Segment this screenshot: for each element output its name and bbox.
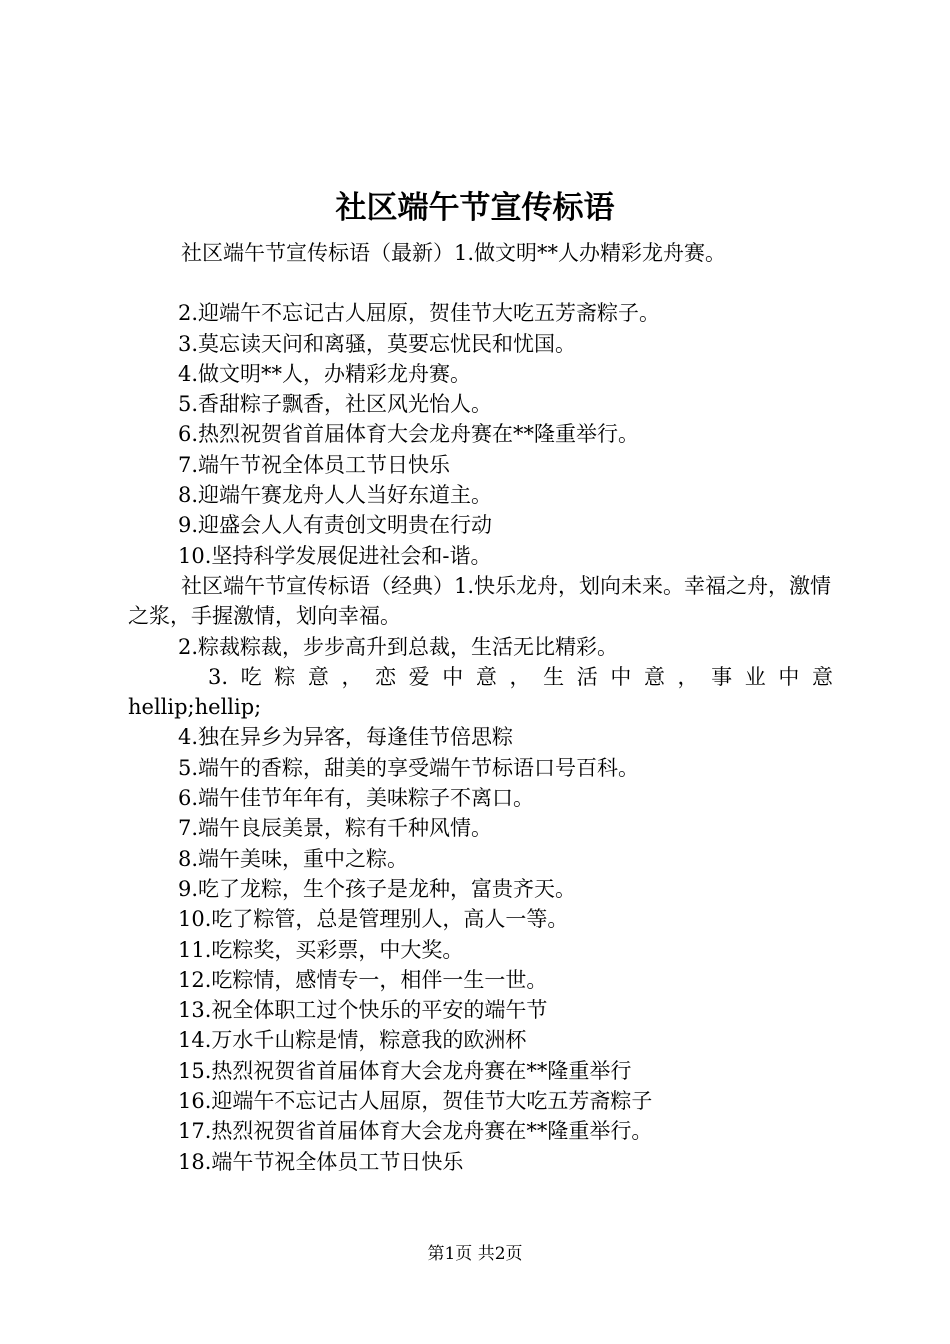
list-item: 11.吃粽奖，买彩票，中大奖。 [178,937,464,962]
list-item: 6.端午佳节年年有，美味粽子不离口。 [178,786,535,811]
slogan-list-latest [128,298,833,571]
list-item: 7.端午节祝全体员工节日快乐 [178,452,451,477]
list-item-continuation: hellip;hellip; [128,695,262,720]
list-item: 6.热烈祝贺省首届体育大会龙舟赛在**隆重举行。 [178,422,640,447]
intro-classic: 社区端午节宣传标语（经典）1.快乐龙舟，划向未来。幸福之舟，激情之浆，手握激情，划向幸福。 [128,573,832,629]
list-item: 17.热烈祝贺省首届体育大会龙舟赛在**隆重举行。 [178,1119,653,1144]
list-item: 10.吃了粽管，总是管理别人，高人一等。 [178,907,569,932]
list-item-justified: 3.吃粽意，恋爱中意，生活中意，事业中意 [208,664,833,689]
list-item: 16.迎端午不忘记古人屈原，贺佳节大吃五芳斋粽子 [178,1089,653,1114]
list-item: 5.香甜粽子飘香，社区风光怡人。 [178,392,493,417]
list-item: 2.迎端午不忘记古人屈原，贺佳节大吃五芳斋粽子。 [178,301,661,326]
list-item: 8.端午美味，重中之粽。 [178,846,409,871]
list-item: 10.坚持科学发展促进社会和-谐。 [178,543,492,568]
list-item: 14.万水千山粽是情，粽意我的欧洲杯 [178,1028,527,1053]
list-item: 2.粽裁粽裁，步步高升到总裁，生活无比精彩。 [178,634,619,659]
blank-line [128,268,833,298]
slogan-list-classic [128,722,833,1176]
list-item: 5.端午的香粽，甜美的享受端午节标语口号百科。 [178,755,640,780]
page-footer: 第1页 共2页 [427,1244,523,1264]
intro-latest: 社区端午节宣传标语（最新）1.做文明**人办精彩龙舟赛。 [181,241,727,265]
list-item: 9.迎盛会人人有责创文明贵在行动 [178,513,493,538]
list-item: 9.吃了龙粽，生个孩子是龙种，富贵齐天。 [178,876,577,901]
list-item: 13.祝全体职工过个快乐的平安的端午节 [178,998,548,1023]
list-item: 7.端午良辰美景，粽有千种风情。 [178,816,493,841]
list-item: 3.莫忘读天问和离骚，莫要忘忧民和忧国。 [178,331,577,356]
document-body [128,238,833,1177]
list-item: 12.吃粽情，感情专一，相伴一生一世。 [178,967,548,992]
list-item: 15.热烈祝贺省首届体育大会龙舟赛在**隆重举行 [178,1058,632,1083]
list-item: 4.做文明**人，办精彩龙舟赛。 [178,361,472,386]
list-item: 4.独在异乡为异客，每逢佳节倍思粽 [178,725,514,750]
list-item: 18.端午节祝全体员工节日快乐 [178,1149,464,1174]
document-title: 社区端午节宣传标语 [335,190,615,226]
list-item: 8.迎端午赛龙舟人人当好东道主。 [178,483,493,508]
